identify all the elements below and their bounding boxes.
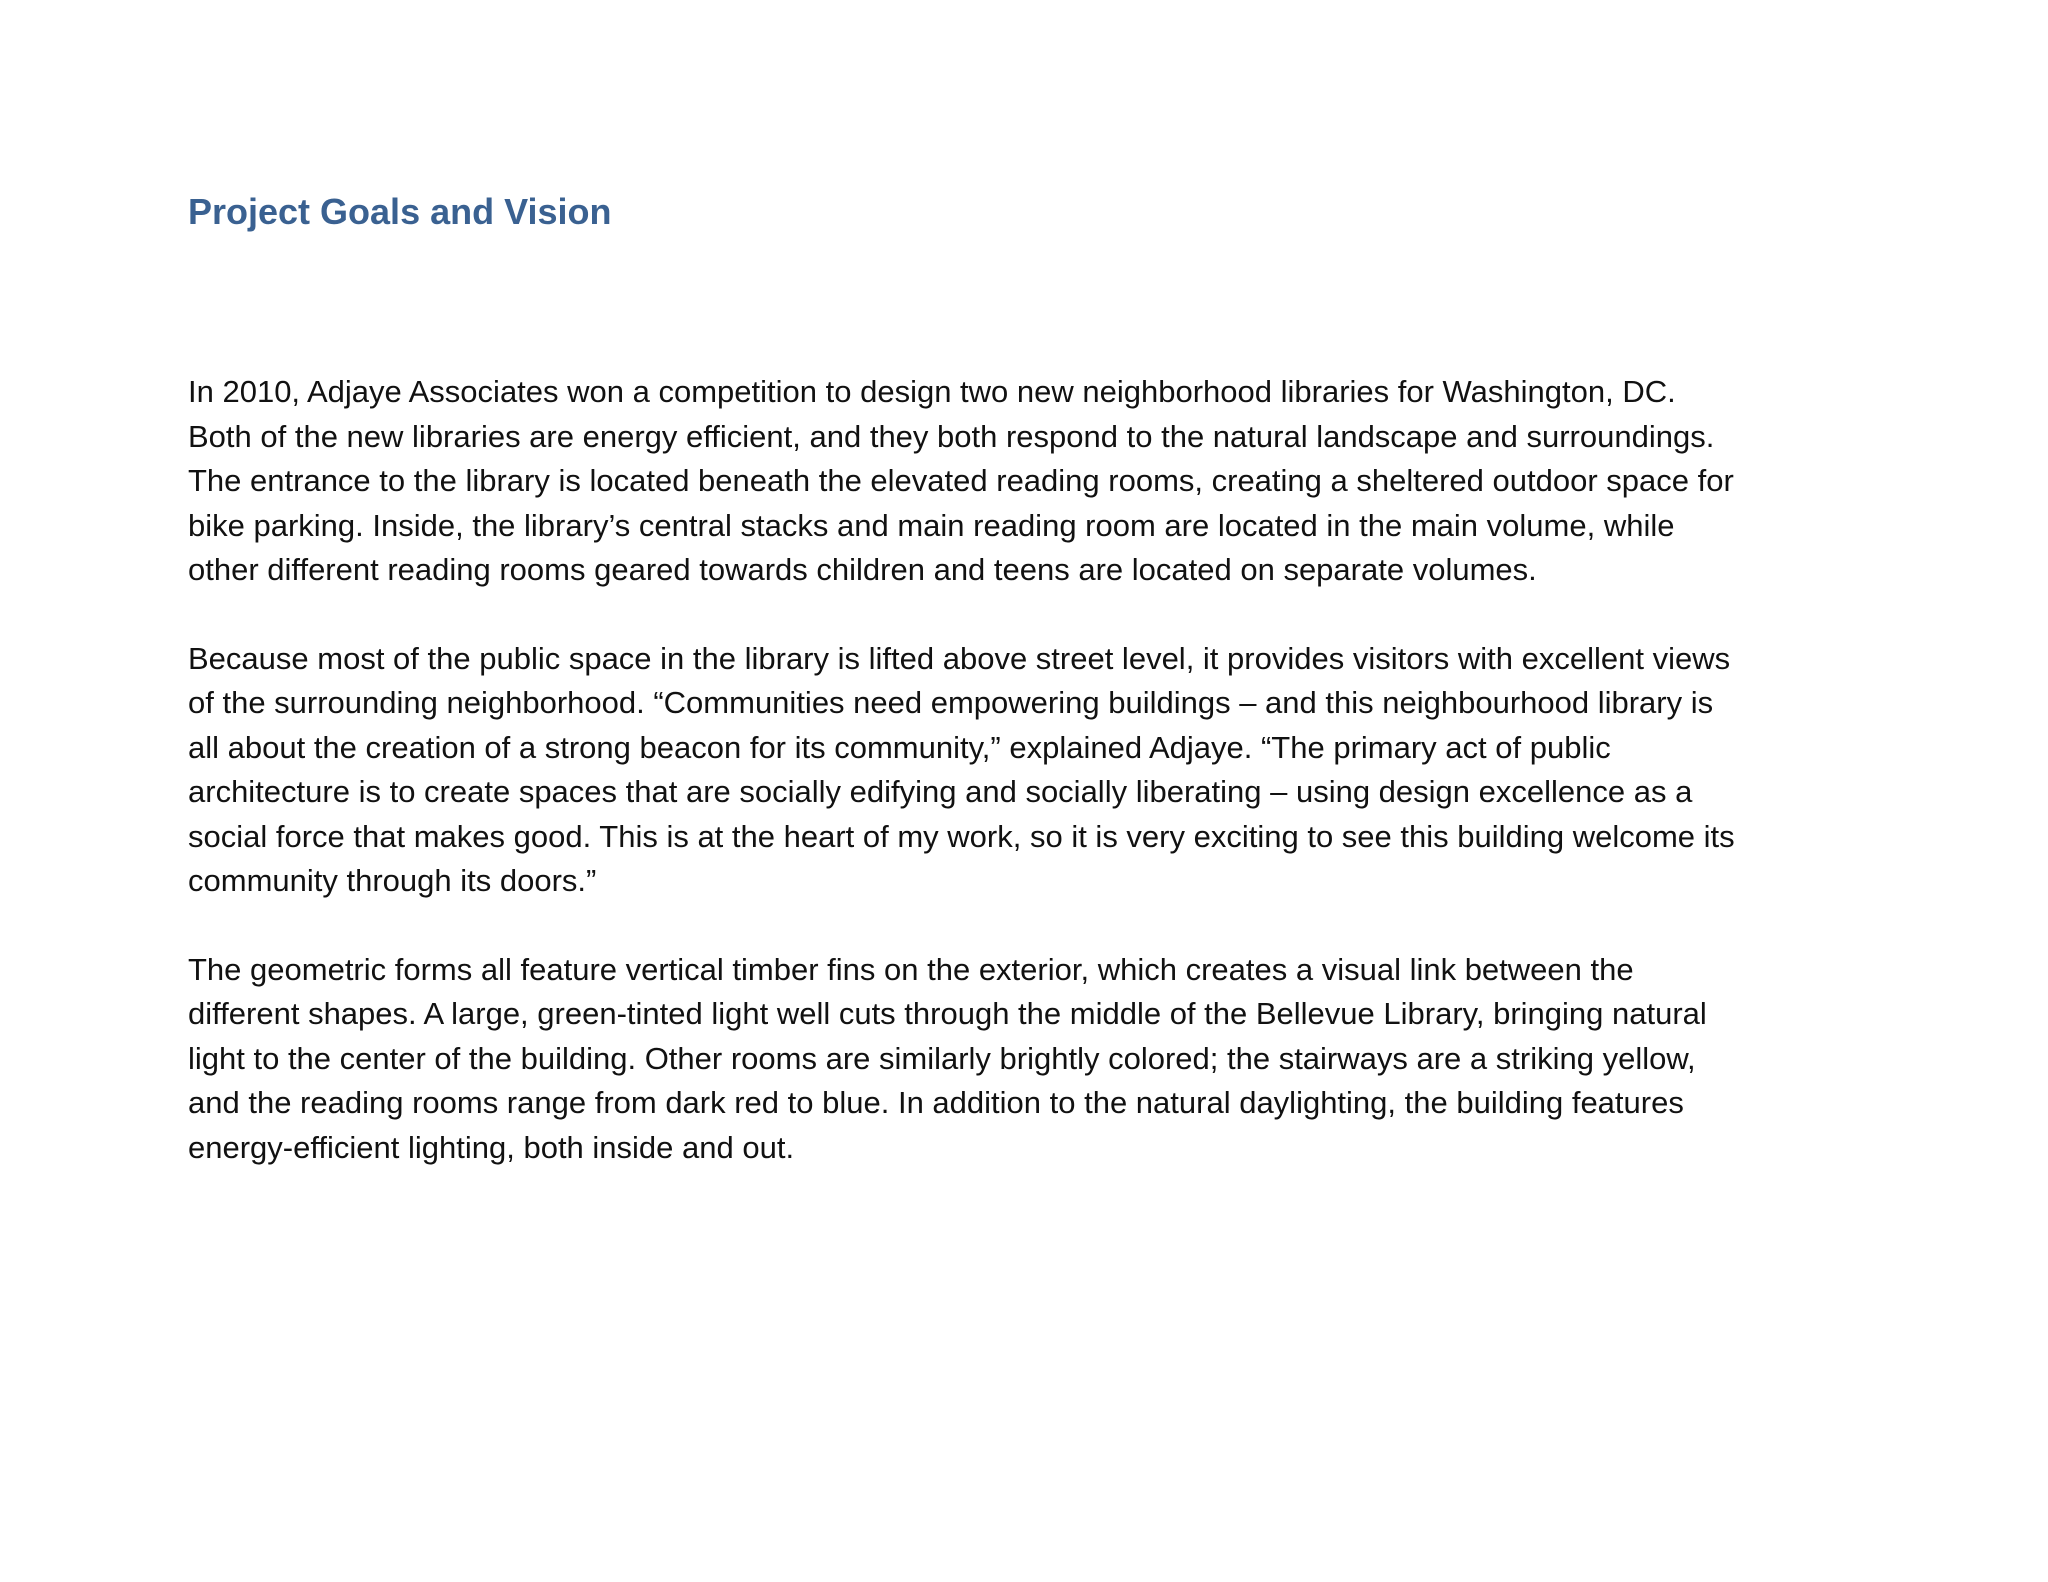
paragraph-1	[188, 370, 1878, 593]
text-line: architecture is to create spaces that are socially edifying and socially liberating – using design excellence as a	[188, 774, 1693, 809]
section-heading: Project Goals and Vision	[188, 191, 612, 232]
text-line: Both of the new libraries are energy efficient, and they both respond to the natural landscape and surroundings.	[188, 418, 1715, 454]
text-line: energy-efficient lighting, both inside and out.	[188, 1129, 795, 1165]
paragraph-2	[188, 637, 1878, 904]
paragraph-3	[188, 948, 1878, 1171]
text-line: social force that makes good. This is at the heart of my work, so it is very exciting to see this building welcome its	[188, 818, 1735, 854]
text-line: other different reading rooms geared towards children and teens are located on separate volumes.	[188, 552, 1537, 587]
text-line: bike parking. Inside, the library’s central stacks and main reading room are located in the main volume, while	[188, 507, 1675, 543]
text-line: In 2010, Adjaye Associates won a competition to design two new neighborhood libraries for Washington, DC.	[188, 374, 1676, 409]
text-line: and the reading rooms range from dark red to blue. In addition to the natural daylighting, the building features	[188, 1085, 1684, 1120]
text-line: Because most of the public space in the library is lifted above street level, it provides visitors with excellent views	[188, 640, 1731, 676]
text-line: all about the creation of a strong beacon for its community,” explained Adjaye. “The primary act of public	[188, 729, 1611, 765]
text-line: light to the center of the building. Other rooms are similarly brightly colored; the stairways are a striking yellow,	[188, 1040, 1696, 1076]
text-line: community through its doors.”	[188, 863, 597, 898]
text-line: The entrance to the library is located beneath the elevated reading rooms, creating a sheltered outdoor space for	[188, 463, 1734, 498]
text-line: The geometric forms all feature vertical timber fins on the exterior, which creates a visual link between the	[188, 951, 1634, 987]
text-line: of the surrounding neighborhood. “Communities need empowering buildings – and this neighbourhood library is	[188, 685, 1714, 720]
text-line: different shapes. A large, green-tinted light well cuts through the middle of the Bellevue Library, bringing natural	[188, 996, 1707, 1031]
body-text	[188, 370, 1878, 1214]
